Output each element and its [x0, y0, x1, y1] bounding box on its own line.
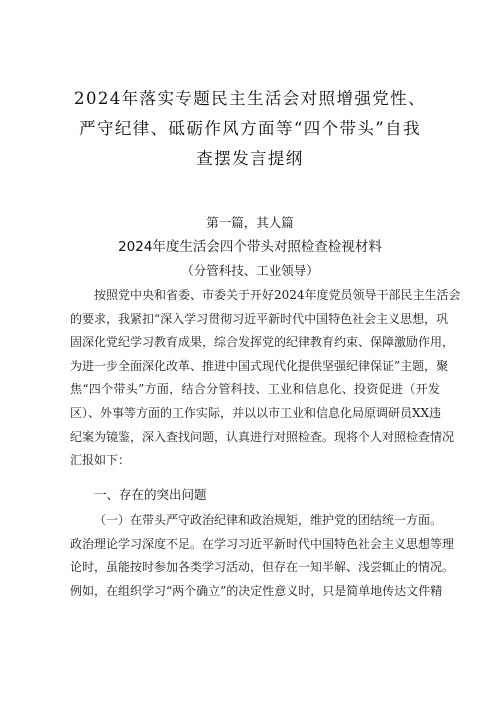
material-heading: 2024年度生活会四个带头对照检查检视材料: [118, 239, 382, 255]
paragraph-line: 的要求，我紧扣“深入学习贯彻习近平新时代中国特色社会主义思想，巩: [70, 311, 449, 326]
paragraph-line: 区）、外事等方面的工作实际，并以以市工业和信息化局原调研员XX违: [70, 405, 442, 420]
role-note: （分管科技、工业领导）: [181, 263, 319, 278]
problems-heading: 一、存在的突出问题: [94, 487, 207, 502]
title-line: 查摆发言提纲: [196, 149, 304, 168]
document-title: [48, 84, 452, 174]
paragraph-line: 政治理论学习深度不足。在学习习近平新时代中国特色社会主义思想等理: [70, 536, 455, 551]
intro-paragraph: [70, 284, 461, 473]
paragraph-line: 固深化党纪学习教育成果，综合发挥党的纪律教育约束、保障激励作用，: [70, 335, 455, 350]
paragraph-line: 为进一步全面深化改革、推进中国式现代化提供坚强纪律保证”主题，聚: [70, 358, 449, 373]
paragraph-line: 论时，虽能按时参加各类学习活动，但存在一知半解、浅尝辄止的情况。: [70, 560, 455, 575]
paragraph-line: 纪案为镜鉴，深入查找问题，认真进行对照检查。现将个人对照检查情况: [70, 429, 455, 444]
title-line: 2024年落实专题民主生活会对照增强党性、: [74, 89, 426, 108]
paragraph-line: 焦“四个带头”方面，结合分管科技、工业和信息化、投资促进（开发: [70, 382, 440, 397]
problem-paragraph: [70, 509, 455, 603]
title-line: 严守纪律、砥砺作风方面等“四个带头”自我: [79, 119, 421, 138]
paragraph-line: 例如，在组织学习“两个确立”的决定性意义时，只是简单地传达文件精: [70, 583, 443, 598]
paragraph-line: 汇报如下：: [70, 453, 131, 468]
paragraph-line: （一）在带头严守政治纪律和政治规矩，维护党的团结统一方面。: [94, 513, 443, 527]
part-heading: 第一篇，其人篇: [206, 215, 294, 230]
paragraph-line: 按照党中央和省委、市委关于开好2024年度党员领导干部民主生活会: [94, 288, 461, 302]
